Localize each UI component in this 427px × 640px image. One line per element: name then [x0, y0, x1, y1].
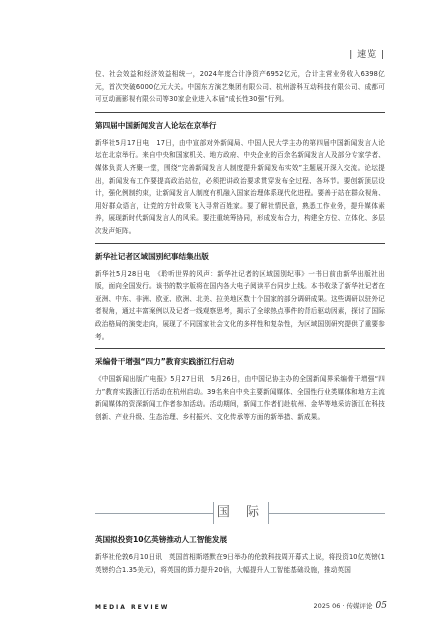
main-content: [95, 68, 385, 428]
section-tag: | 速览 |: [349, 50, 385, 60]
journal-name: MEDIA REVIEW: [95, 604, 170, 611]
section-heading: 国 际: [213, 502, 269, 524]
intl-article-body: 新华社伦敦6月10日讯 英国首相斯塔默在9日举办的伦敦科技周开幕式上说，将投资10亿英镑(1英镑约合1.35美元)，将英国的算力提升20倍，大幅提升人工智能基础设施，推动英国: [95, 553, 385, 574]
article-title-1: 第四届中国新闻发言人论坛在京举行: [95, 112, 385, 132]
intl-article-title: 英国拟投资10亿英镑推动人工智能发展: [95, 535, 228, 544]
footer-issue: [313, 601, 387, 611]
intro-paragraph: 位、社会效益和经济效益相统一，2024年度合计净资产6952亿元，合计主营业务收入6398亿元，首次突破6000亿元大关。中国东方演艺集团有限公司、杭州游科互动科技有限公司、成都可可豆动画影视有限公司等30家企业进入本届“成长性30强”行列。: [95, 70, 385, 104]
page-number: 05: [375, 601, 387, 611]
article-title-3: 采编骨干增强“四力”教育实践浙江行启动: [95, 348, 385, 368]
article-body-1: 新华社5月17日电 17日，由中宣部对外新闻局、中国人民大学主办的第四届中国新闻发言人论坛在北京举行。来自中央和国家机关、地方政府、中央企业的百余名新闻发言人及部分专家学者、媒体负责人齐聚一堂，围绕“完善新闻发言人制度提升新闻发布实效”主题展开深入交流。论坛提出，新闻发布工作要提高政治站位，必须把讲政治要求贯穿发布全过程、各环节。要创新顶层设计，强化例制约束，让新闻发言人制度有机融入国家治理体系现代化进程。要善于站在群众视角、用好群众语言，让党的方针政策飞入寻常百姓家。要了解社情民意，熟悉工作业务，提升媒体素养，展现新时代新闻发言人的风采。要注重统筹协同，形成发布合力，构建全方位、立体化、多层次发声矩阵。: [95, 138, 385, 235]
section-divider-international: [95, 502, 385, 524]
article-body-3: 《中国新闻出版广电报》5月27日讯 5月26日，由中国记协主办的全国新闻界采编骨干增强“四力”教育实践浙江行活动在杭州启动。39名来自中央主要新闻媒体、全国性行业类媒体和地方主流新闻媒体的资深新闻工作者参加活动。活动期间，新闻工作者们赴杭州、金华等地采访浙江在科技创新、产业升级、生态治理、乡村振兴、文化传承等方面的新举措、新成果。: [95, 375, 385, 421]
article-body-2: 新华社5月28日电 《聆听世界的风声：新华社记者的区域国别纪事》一书日前由新华出版社出版，面向全国发行。该书的数字版将在国内各大电子阅读平台同步上线。本书收录了新华社记者在亚洲、中东、非洲、欧亚、欧洲、北美、拉美地区数十个国家的部分调研成果。这些调研以驻外记者视角，通过丰富案例以及记者一线观察思考，揭示了全球热点事件的背后驱动因素，探讨了国际政治格局的演变走向，展现了不同国家社会文化的多样性和复杂性，为区域国别研究提供了重要参考。: [95, 269, 385, 341]
article-title-2: 新华社记者区域国别纪事结集出版: [95, 243, 385, 263]
international-article: [95, 534, 385, 581]
issue-label: 2025 06 · 传媒评论: [313, 602, 373, 610]
